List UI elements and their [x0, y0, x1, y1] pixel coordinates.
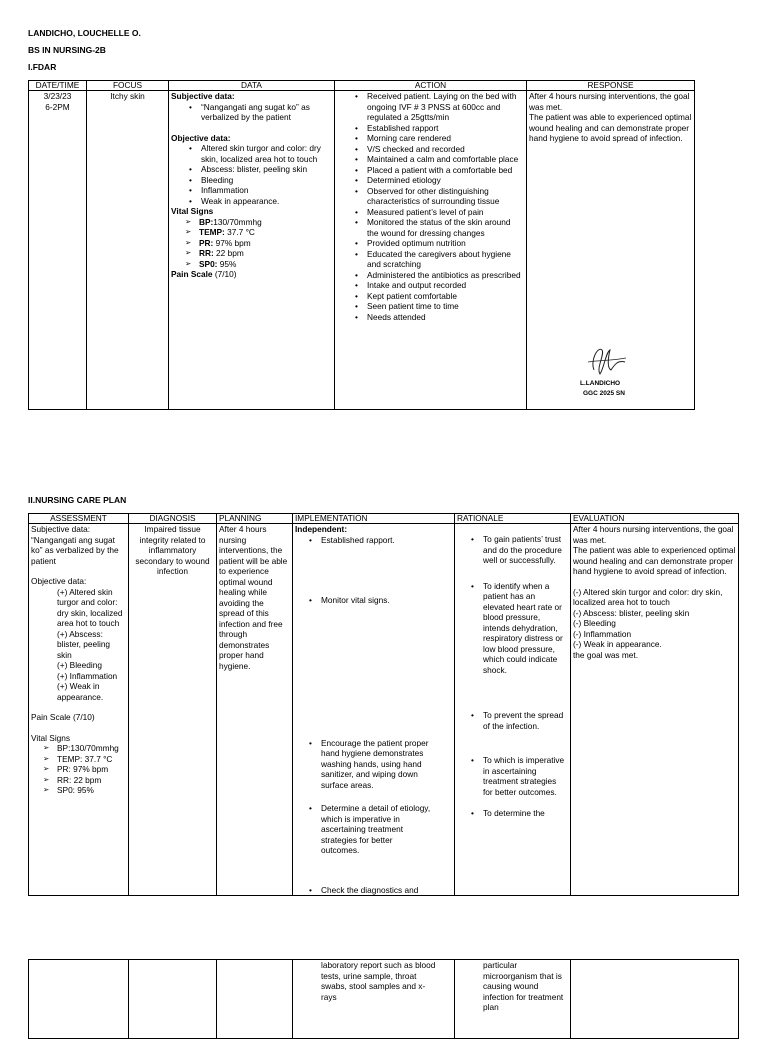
- ncp-impl-item: • Check the diagnostics and: [303, 885, 452, 896]
- fdar-header-data: DATA: [169, 81, 335, 91]
- ncp-obj-line: (+) Weak in appearance.: [57, 681, 104, 702]
- fdar-response-text: After 4 hours nursing interventions, the goal was met.: [529, 91, 690, 112]
- fdar-data-cell: [169, 91, 335, 410]
- ncp-vital-item: ➢ RR: 22 bpm: [39, 775, 126, 786]
- ncp-diagnosis-cell: [129, 524, 217, 896]
- fdar-action-item: • Intake and output recorded: [349, 280, 524, 291]
- ncp-planning-cell: [217, 524, 293, 896]
- ncp-eval-line: (-) Abscess: blister, peeling skin: [573, 607, 690, 618]
- fdar-action-item: • Needs attended: [349, 312, 524, 323]
- ncp-vital-item: ➢ SP0: 95%: [39, 785, 126, 796]
- ncp-vital-item: ➢ PR: 97% bpm: [39, 764, 126, 775]
- fdar-vital-item: ➢ BP:130/70mmhg: [181, 217, 332, 228]
- ncp-subj-text: “Nangangati ang sugat ko” as verbalized by the patient: [31, 534, 119, 566]
- ncp-eval-line: (-) Inflammation: [573, 628, 632, 639]
- ncp-obj-line: (+) Bleeding: [57, 660, 102, 670]
- ncp-vital-label: Vital Signs: [31, 732, 71, 743]
- fdar-action-item: • Maintained a calm and comfortable place: [349, 154, 524, 165]
- ncp-obj-line: (+) Altered skin turgor and color: dry skin, localized area hot to touch: [57, 586, 123, 628]
- ncp-header-diagnosis: DIAGNOSIS: [129, 514, 217, 524]
- fdar-focus: Itchy skin: [110, 91, 145, 101]
- fdar-action-item: • Placed a patient with a comfortable bed: [349, 165, 524, 176]
- ncp-eval-line: (-) Altered skin turgor and color: dry skin, localized area hot to touch: [573, 586, 723, 607]
- fdar-action-item: • Kept patient comfortable: [349, 291, 524, 302]
- cont-implementation-cell: [293, 960, 455, 1039]
- ncp-impl-item: • Encourage the patient proper hand hygiene demonstrates washing hands, using hand sanitizer, and wiping down surface areas.: [303, 738, 452, 791]
- ncp-impl-item: • Monitor vital signs.: [303, 595, 452, 606]
- ncp-impl-item: • Determine a detail of etiology, which is imperative in ascertaining treatment strategies for better outcomes.: [303, 803, 452, 856]
- fdar-title: I.FDAR: [28, 62, 57, 72]
- cont-assessment-cell: [29, 960, 129, 1039]
- fdar-action-item: • Established rapport: [349, 123, 524, 134]
- fdar-header-action: ACTION: [335, 81, 527, 91]
- ncp-eval-text2: The patient was able to experienced optimal wound healing and can demonstrate proper hand hygiene to avoid spread of infection.: [573, 545, 736, 576]
- fdar-objective-item: • Altered skin turgor and color: dry skin, localized area hot to touch: [183, 143, 332, 164]
- fdar-pain-scale: Pain Scale (7/10): [171, 269, 237, 279]
- ncp-header-implementation: IMPLEMENTATION: [293, 514, 455, 524]
- fdar-header-datetime: DATE/TIME: [29, 81, 87, 91]
- ncp-assessment-cell: [29, 524, 129, 896]
- fdar-objective-item: • Inflammation: [183, 185, 332, 196]
- ncp-subj-label: Subjective data:: [31, 524, 91, 534]
- fdar-objective-item: • Abscess: blister, peeling skin: [183, 164, 332, 175]
- fdar-action-item: • Determined etiology: [349, 175, 524, 186]
- ncp-obj-line: (+) Inflammation: [57, 670, 118, 681]
- ncp-diagnosis: Impaired tissue integrity related to inflammatory secondary to wound infection: [135, 524, 210, 576]
- fdar-objective-label: Objective data:: [171, 132, 231, 143]
- ncp-header-rationale: RATIONALE: [455, 514, 571, 524]
- ncp-planning: After 4 hours nursing interventions, the patient will be able to experience optimal wound healing while avoiding the spread of this infection and free through demonstrates proper hand hygiene.: [219, 524, 288, 671]
- fdar-vital-item: ➢ PR: 97% bpm: [181, 238, 332, 249]
- ncp-pain-scale: Pain Scale (7/10): [31, 712, 95, 722]
- fdar-action-item: • Provided optimum nutrition: [349, 238, 524, 249]
- fdar-response-text2: The patient was able to experienced optimal wound healing and can demonstrate proper hand hygiene to avoid spread of infection.: [529, 112, 692, 143]
- fdar-vital-item: ➢ SP0: 95%: [181, 259, 332, 270]
- ncp-obj-label: Objective data:: [31, 576, 87, 586]
- fdar-action-item: • Administered the antibiotics as prescribed: [349, 270, 524, 281]
- fdar-objective-item: • Bleeding: [183, 175, 332, 186]
- ncp-eval-line: (-) Bleeding: [573, 618, 616, 628]
- ncp-header-planning: PLANNING: [217, 514, 293, 524]
- cont-evaluation-cell: [571, 960, 739, 1039]
- fdar-action-cell: [335, 91, 527, 410]
- ncp-rationale-cell: [455, 524, 571, 896]
- fdar-subjective-label: Subjective data:: [171, 91, 235, 101]
- fdar-datetime-cell: [29, 91, 87, 410]
- ncp-rationale-item: • To identify when a patient has an elevated heart rate or blood pressure, intends dehydration, respiratory distress or low blood pressure, which could indicate shock.: [465, 581, 568, 676]
- ncp-title: II.NURSING CARE PLAN: [28, 495, 127, 505]
- signature-name: L.LANDICHO: [580, 380, 621, 387]
- ncp-evaluation-cell: [571, 524, 739, 896]
- fdar-date: 3/23/23: [43, 91, 72, 101]
- ncp-rationale-item: • To gain patients’ trust and do the procedure well or successfully.: [465, 534, 568, 566]
- cont-planning-cell: [217, 960, 293, 1039]
- ncp-header-assessment: ASSESSMENT: [29, 514, 129, 524]
- ncp-header-evaluation: EVALUATION: [571, 514, 739, 524]
- ncp-vital-item: ➢ TEMP: 37.7 °C: [39, 754, 126, 765]
- cont-diagnosis-cell: [129, 960, 217, 1039]
- fdar-action-item: • Measured patient’s level of pain: [349, 207, 524, 218]
- fdar-action-item: • Observed for other distinguishing characteristics of surrounding tissue: [349, 186, 524, 207]
- fdar-subjective-item: • “Nangangati ang sugat ko” as verbalized by the patient: [183, 102, 332, 123]
- ncp-obj-line: (+) Abscess: blister, peeling skin: [57, 628, 111, 660]
- fdar-vital-item: ➢ TEMP: 37.7 °C: [181, 227, 332, 238]
- student-name: LANDICHO, LOUCHELLE O.: [28, 28, 141, 38]
- fdar-vital-item: ➢ RR: 22 bpm: [181, 248, 332, 259]
- fdar-action-item: • Educated the caregivers about hygiene and scratching: [349, 249, 524, 270]
- cont-rationale-cell: [455, 960, 571, 1039]
- fdar-action-item: • V/S checked and recorded: [349, 144, 524, 155]
- ncp-table: [28, 513, 739, 896]
- fdar-time: 6-2PM: [45, 101, 70, 112]
- ncp-rationale-item: • To prevent the spread of the infection.: [465, 710, 568, 731]
- ncp-eval-end: the goal was met.: [573, 649, 639, 660]
- fdar-objective-item: • Weak in appearance.: [183, 196, 332, 207]
- ncp-impl-label: Independent:: [295, 524, 348, 534]
- ncp-rationale-item: • To determine the: [465, 808, 568, 819]
- fdar-focus-cell: [87, 91, 169, 410]
- ncp-vital-item: ➢ BP:130/70mmhg: [39, 743, 126, 754]
- ncp-eval-text: After 4 hours nursing interventions, the goal was met.: [573, 524, 734, 545]
- ncp-continuation-table: [28, 959, 739, 1039]
- fdar-action-item: • Seen patient time to time: [349, 301, 524, 312]
- fdar-action-item: • Morning care rendered: [349, 133, 524, 144]
- fdar-action-item: • Received patient. Laying on the bed with ongoing IVF # 3 PNSS at 600cc and regulated a 25gtts/min: [349, 91, 524, 123]
- signature-title: GGC 2025 SN: [583, 390, 625, 397]
- fdar-header-focus: FOCUS: [87, 81, 169, 91]
- signature-image: [580, 340, 630, 380]
- ncp-rationale-item: • To which is imperative in ascertaining treatment strategies for better outcomes.: [465, 755, 568, 797]
- fdar-header-response: RESPONSE: [527, 81, 695, 91]
- ncp-implementation-cell: [293, 524, 455, 896]
- course-label: BS IN NURSING-2B: [28, 45, 106, 55]
- fdar-action-item: • Monitored the status of the skin around the wound for dressing changes: [349, 217, 524, 238]
- cont-rationale-text: particular microorganism that is causing wound infection for treatment plan: [483, 960, 564, 1012]
- cont-impl-text: laboratory report such as blood tests, urine sample, throat swabs, stool samples and x-rays: [321, 960, 436, 1002]
- fdar-vital-label: Vital Signs: [171, 206, 214, 216]
- ncp-eval-line: (-) Weak in appearance.: [573, 639, 662, 649]
- ncp-impl-item: • Established rapport.: [303, 535, 452, 546]
